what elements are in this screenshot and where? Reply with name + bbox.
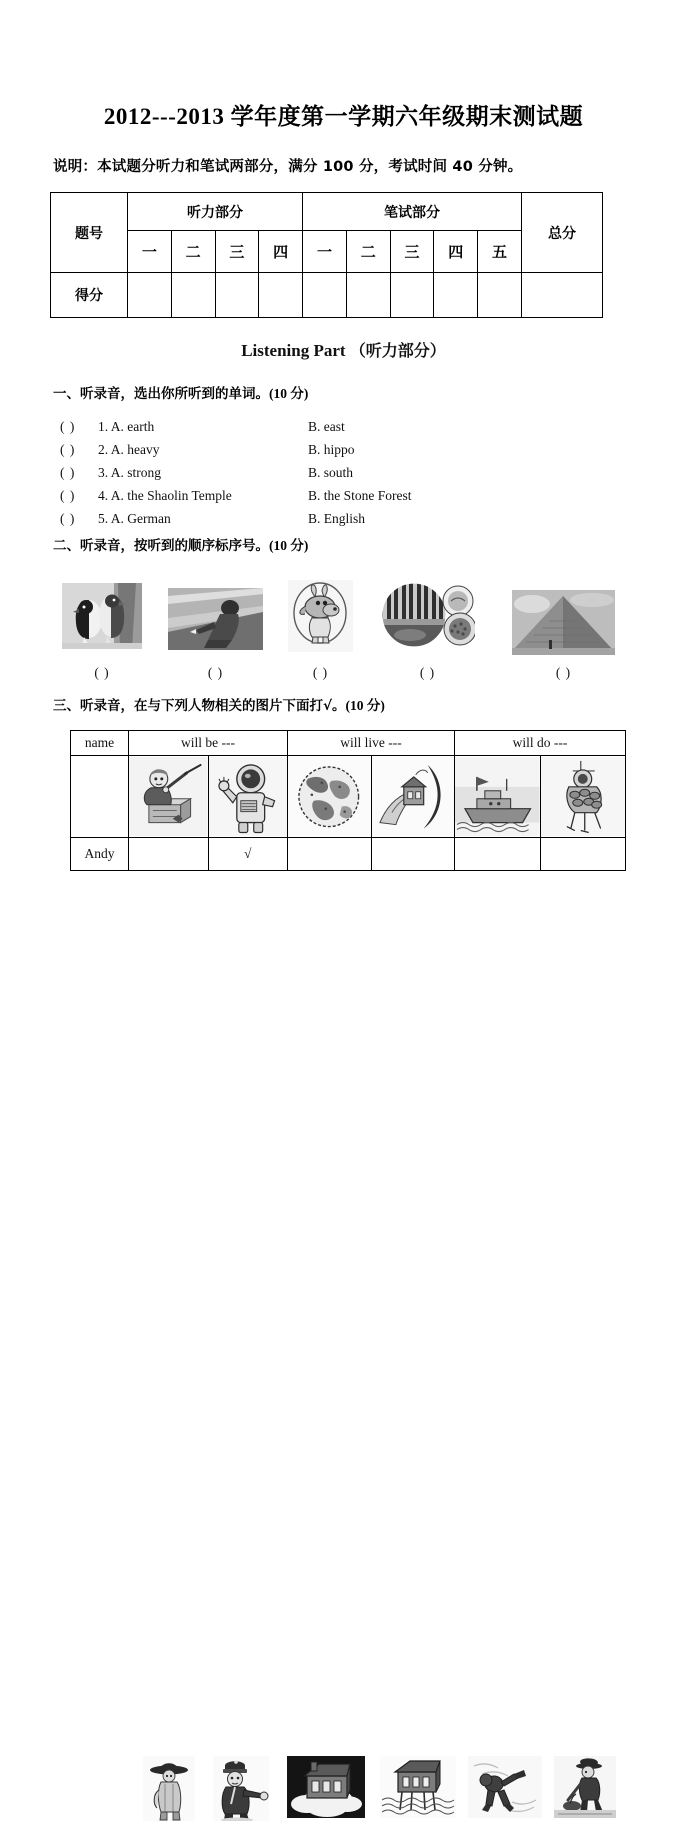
question-3-heading (53, 694, 385, 714)
score-blank-l3[interactable] (215, 273, 259, 318)
answer-blank[interactable]: ( ) (60, 419, 75, 435)
list-item (60, 511, 620, 534)
boat-illustration-icon[interactable] (455, 756, 541, 838)
earth-globe-illustration-icon[interactable] (288, 756, 372, 838)
score-blank-w1[interactable] (303, 273, 347, 318)
listening-part-heading-en: Listening Part (241, 341, 345, 360)
q3-header-will-be: will be --- (129, 731, 288, 756)
q3-tick-cell-2[interactable]: √ (208, 838, 288, 871)
option-a[interactable]: 3. A. strong (98, 465, 161, 481)
table-row (71, 731, 626, 756)
q3-empty-name-cell (71, 756, 129, 838)
option-b[interactable]: B. south (308, 465, 353, 481)
table-row (51, 273, 603, 318)
option-a[interactable]: 2. A. heavy (98, 442, 160, 458)
score-blank-l1[interactable] (128, 273, 172, 318)
answer-blank[interactable]: ( ) (288, 665, 353, 681)
house-on-cloud-illustration-icon[interactable] (287, 1756, 365, 1818)
policeman-illustration-icon[interactable] (213, 1756, 269, 1821)
table-row (71, 838, 626, 871)
score-blank-w5[interactable] (478, 273, 522, 318)
skydiver-illustration-icon[interactable] (468, 1756, 542, 1818)
score-table-group-listening: 听力部分 (128, 193, 303, 231)
q3-header-will-do: will do --- (455, 731, 626, 756)
score-blank-w3[interactable] (390, 273, 434, 318)
score-table-group-written: 笔试部分 (303, 193, 522, 231)
score-cell-listening-4: 四 (259, 231, 303, 273)
instructions-prefix: 说明： (53, 159, 97, 175)
list-item (60, 442, 620, 465)
list-item (60, 488, 620, 511)
question-2-heading (53, 534, 308, 554)
listening-part-heading-cn: （听力部分） (350, 341, 446, 360)
score-cell-written-4: 四 (434, 231, 478, 273)
option-b[interactable]: B. English (308, 511, 365, 527)
question-3-table (70, 730, 626, 871)
answer-blank[interactable]: ( ) (60, 488, 75, 504)
option-a[interactable]: 5. A. German (98, 511, 171, 527)
score-table-total-label: 总分 (522, 193, 603, 273)
option-a[interactable]: 1. A. earth (98, 419, 154, 435)
question-1-heading (53, 382, 308, 402)
q3-tick-cell-5[interactable] (455, 838, 541, 871)
answer-blank[interactable]: ( ) (62, 665, 142, 681)
table-row (51, 231, 603, 273)
question-2-points: (10 分) (269, 538, 308, 553)
teacher-illustration-icon[interactable] (129, 756, 209, 838)
cartoon-rabbit-drawing-icon (288, 580, 353, 652)
stilt-house-illustration-icon[interactable] (380, 1756, 456, 1818)
score-table-row-label-question: 题号 (51, 193, 128, 273)
score-cell-written-5: 五 (478, 231, 522, 273)
q3-header-name: name (71, 731, 129, 756)
score-blank-w2[interactable] (346, 273, 390, 318)
score-blank-total[interactable] (522, 273, 603, 318)
exam-instructions (53, 155, 522, 176)
answer-blank[interactable]: ( ) (512, 665, 615, 681)
answer-blank[interactable]: ( ) (168, 665, 263, 681)
question-2-heading-text: 二、听录音，按听到的顺序标序号。 (53, 538, 269, 554)
score-cell-listening-3: 三 (215, 231, 259, 273)
q3-tick-cell-1[interactable] (129, 838, 209, 871)
cowboy-illustration-icon[interactable] (143, 1756, 195, 1821)
answer-blank[interactable]: ( ) (60, 511, 75, 527)
penguins-photo-icon (62, 583, 142, 649)
diver-illustration-icon[interactable] (540, 756, 626, 838)
question-3-bottom-picture-strip (0, 876, 687, 971)
option-b[interactable]: B. east (308, 419, 345, 435)
instructions-body: 本试题分听力和笔试两部分，满分 100 分，考试时间 40 分钟。 (97, 159, 522, 175)
moon-house-illustration-icon[interactable] (371, 756, 455, 838)
option-b[interactable]: B. hippo (308, 442, 355, 458)
q3-tick-cell-3[interactable] (288, 838, 372, 871)
score-blank-w4[interactable] (434, 273, 478, 318)
option-a[interactable]: 4. A. the Shaolin Temple (98, 488, 232, 504)
table-row (71, 756, 626, 838)
score-cell-listening-2: 二 (171, 231, 215, 273)
q3-tick-cell-6[interactable] (540, 838, 626, 871)
table-row (51, 193, 603, 231)
score-blank-l2[interactable] (171, 273, 215, 318)
question-1-options-list (60, 419, 620, 534)
list-item (60, 465, 620, 488)
answer-blank[interactable]: ( ) (60, 442, 75, 458)
astronaut-illustration-icon[interactable] (208, 756, 288, 838)
question-1-heading-text: 一、听录音，选出你所听到的单词。 (53, 386, 269, 402)
pyramid-photo-icon (512, 590, 615, 655)
question-3-points: (10 分) (346, 698, 385, 713)
question-3-heading-text: 三、听录音，在与下列人物相关的图片下面打√。 (53, 698, 346, 714)
skier-photo-icon (168, 588, 263, 650)
score-cell-written-1: 一 (303, 231, 347, 273)
question-1-points: (10 分) (269, 386, 308, 401)
planting-illustration-icon[interactable] (554, 1756, 616, 1818)
answer-blank[interactable]: ( ) (60, 465, 75, 481)
score-table-row-label-points: 得分 (51, 273, 128, 318)
score-table (50, 192, 603, 318)
q3-row-name-andy: Andy (71, 838, 129, 871)
answer-blank[interactable]: ( ) (380, 665, 475, 681)
q3-tick-cell-4[interactable] (371, 838, 455, 871)
option-b[interactable]: B. the Stone Forest (308, 488, 412, 504)
page-title: 2012---2013 学年度第一学期六年级期末测试题 (0, 98, 687, 131)
bamboo-food-photo-icon (380, 583, 475, 648)
listening-part-heading (0, 338, 687, 361)
score-cell-written-3: 三 (390, 231, 434, 273)
score-blank-l4[interactable] (259, 273, 303, 318)
q3-header-will-live: will live --- (288, 731, 455, 756)
score-cell-written-2: 二 (346, 231, 390, 273)
list-item (60, 419, 620, 442)
score-cell-listening-1: 一 (128, 231, 172, 273)
